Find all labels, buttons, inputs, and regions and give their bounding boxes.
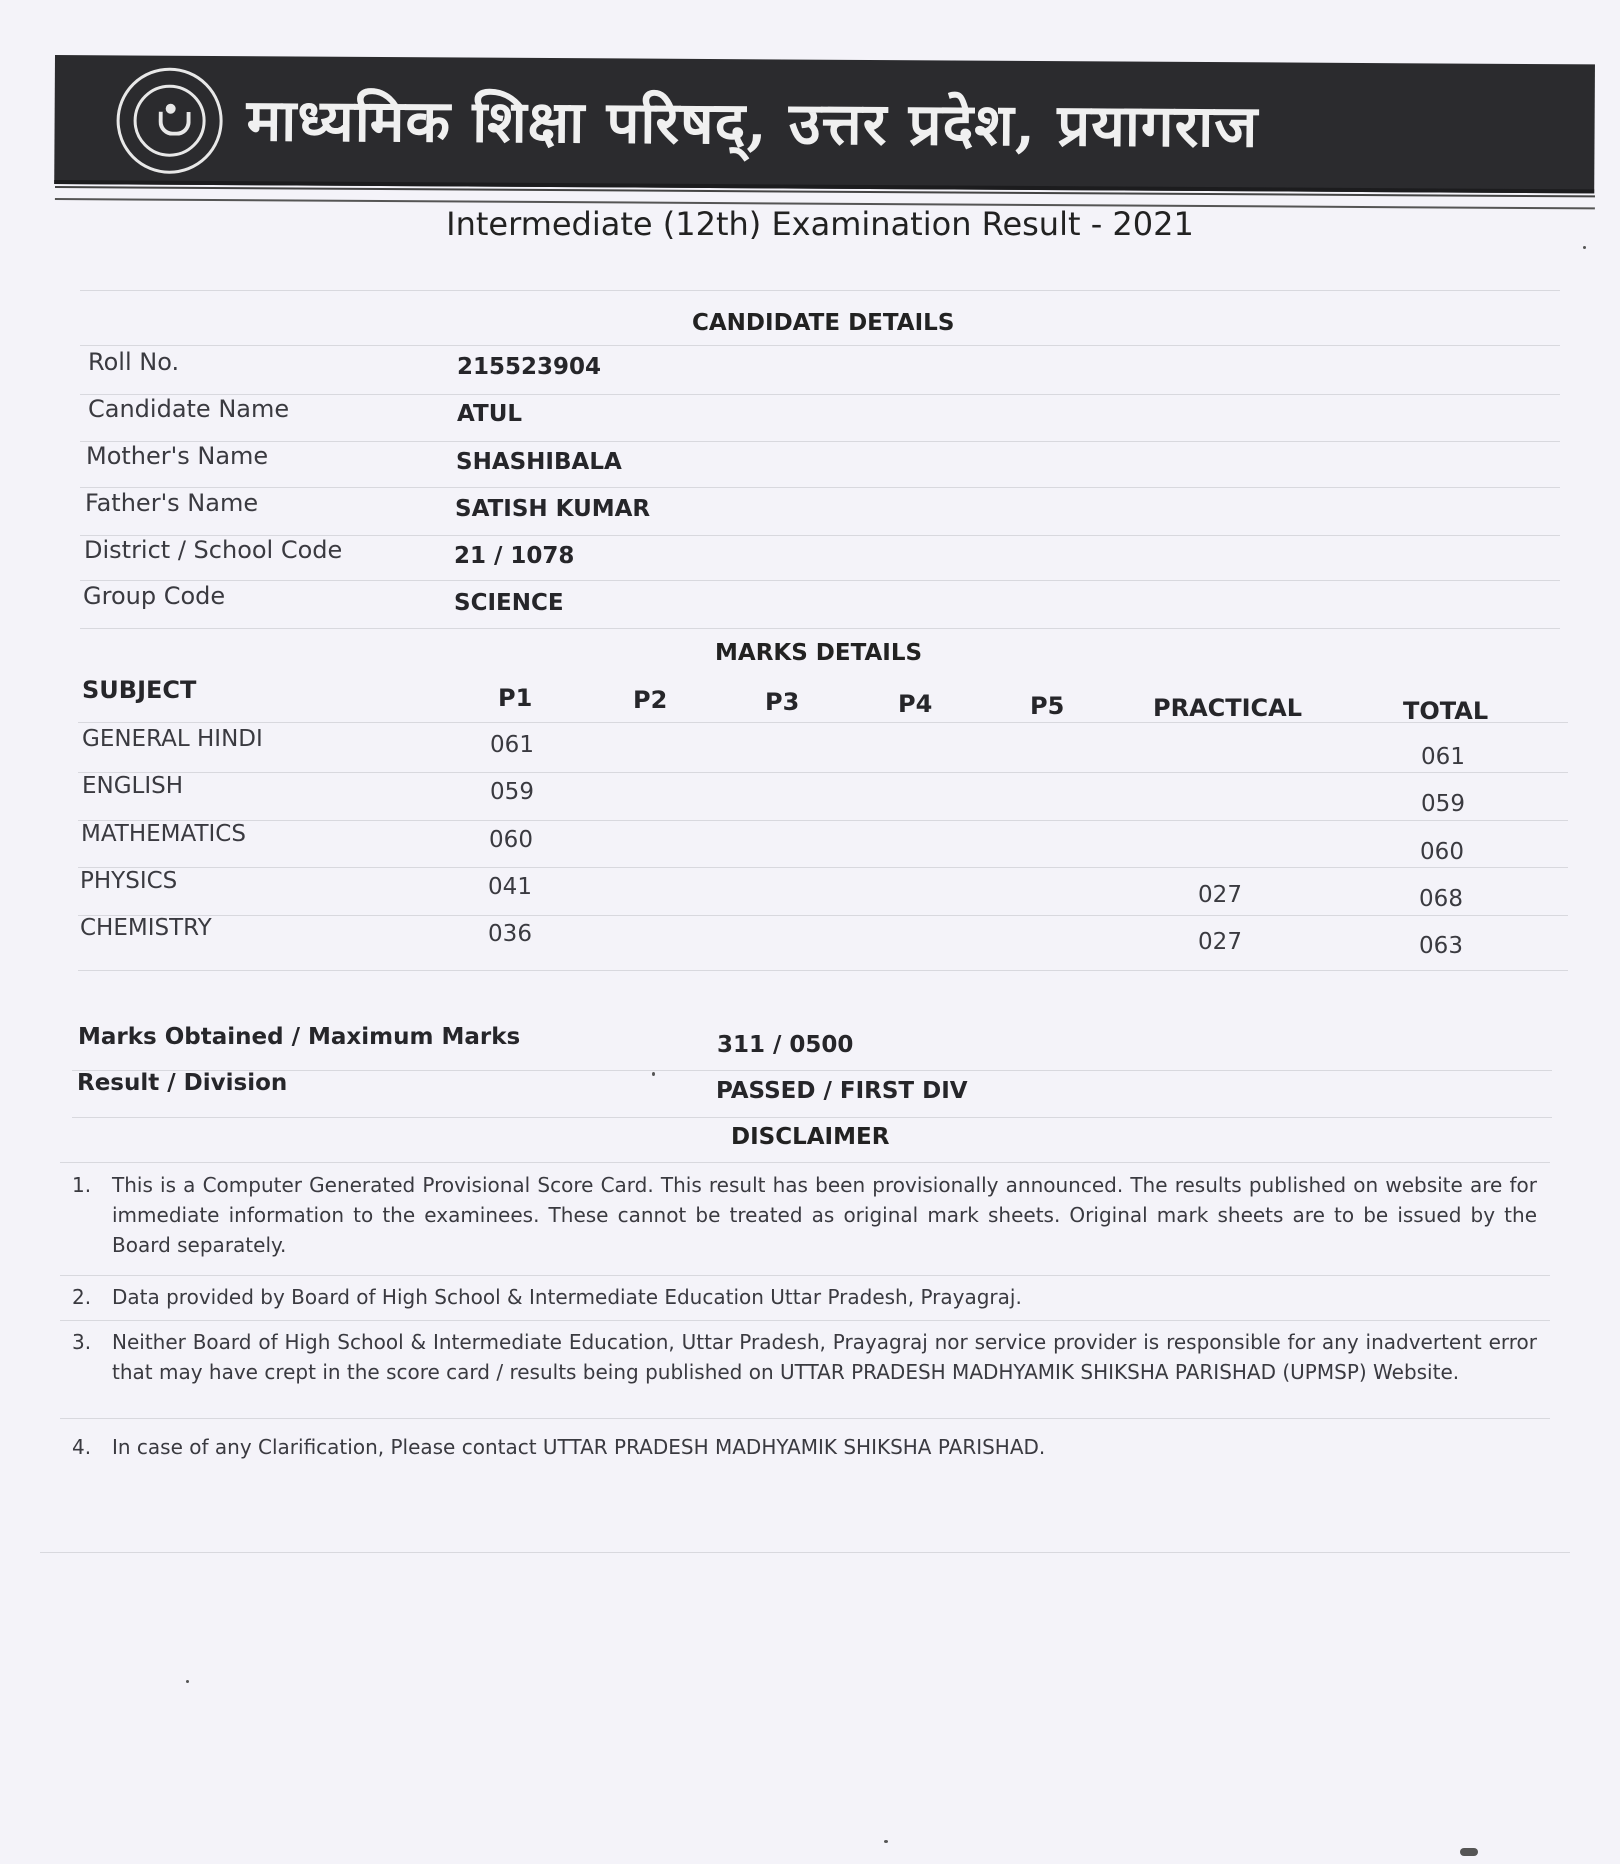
group-code: SCIENCE: [454, 590, 564, 616]
scan-speck: [652, 1072, 655, 1076]
total-mark: 060: [1420, 839, 1464, 865]
father-name: SATISH KUMAR: [455, 496, 651, 522]
col-total: TOTAL: [1403, 697, 1489, 725]
p1-mark: 061: [490, 732, 534, 758]
col-p5: P5: [1030, 692, 1065, 720]
subject-name: CHEMISTRY: [80, 915, 212, 941]
subject-name: MATHEMATICS: [81, 821, 246, 847]
field-label: Candidate Name: [88, 395, 290, 423]
board-name: माध्यमिक शिक्षा परिषद्, उत्तर प्रदेश, प्रयागराज: [246, 86, 1259, 161]
col-p1: P1: [498, 684, 533, 712]
scan-speck: [186, 1680, 189, 1683]
upmsp-seal-icon: [116, 67, 223, 174]
col-practical: PRACTICAL: [1153, 694, 1303, 722]
subject-name: GENERAL HINDI: [82, 726, 263, 752]
marks-obtained-value: 311 / 0500: [717, 1032, 854, 1058]
col-subject: SUBJECT: [82, 676, 197, 704]
marks-details-heading: MARKS DETAILS: [715, 640, 923, 666]
scan-speck: [884, 1840, 888, 1843]
list-item: 3. Neither Board of High School & Intermediate Education, Uttar Pradesh, Prayagraj nor service provider is responsible for any inadvertent error that may have crept in the score card / results being published on UTTAR PRADESH MADHYAMIK SHIKSHA PARISHAD (UPMSP) Website.: [72, 1330, 1537, 1384]
disclaimer-heading: DISCLAIMER: [731, 1124, 890, 1150]
list-item: 4. In case of any Clarification, Please contact UTTAR PRADESH MADHYAMIK SHIKSHA PARISHAD.: [72, 1435, 1046, 1459]
practical-mark: 027: [1198, 929, 1242, 955]
col-p3: P3: [765, 688, 800, 716]
district-school-code: 21 / 1078: [454, 543, 575, 569]
field-label: Father's Name: [85, 489, 259, 517]
mother-name: SHASHIBALA: [456, 449, 622, 475]
col-p2: P2: [633, 686, 668, 714]
subject-name: PHYSICS: [80, 868, 178, 894]
col-p4: P4: [898, 690, 933, 718]
subject-name: ENGLISH: [82, 773, 184, 799]
p1-mark: 059: [490, 779, 534, 805]
total-mark: 063: [1419, 933, 1463, 959]
p1-mark: 036: [488, 921, 532, 947]
scan-speck: [1460, 1848, 1478, 1856]
total-mark: 059: [1421, 791, 1465, 817]
practical-mark: 027: [1198, 882, 1242, 908]
field-label: District / School Code: [84, 536, 343, 564]
candidate-details-heading: CANDIDATE DETAILS: [692, 310, 955, 336]
total-mark: 061: [1421, 744, 1465, 770]
exam-title: Intermediate (12th) Examination Result - 2021: [446, 205, 1194, 243]
result-division-label: Result / Division: [77, 1070, 288, 1096]
total-mark: 068: [1419, 886, 1463, 912]
result-division-value: PASSED / FIRST DIV: [716, 1078, 968, 1104]
field-label: Roll No.: [88, 348, 180, 376]
roll-number: 215523904: [457, 354, 602, 380]
header-banner: [54, 55, 1595, 193]
field-label: Group Code: [83, 582, 226, 610]
p1-mark: 060: [489, 827, 533, 853]
scan-speck: [1583, 246, 1586, 249]
marks-obtained-label: Marks Obtained / Maximum Marks: [78, 1024, 521, 1050]
p1-mark: 041: [488, 874, 532, 900]
list-item: 1. This is a Computer Generated Provisional Score Card. This result has been provisionally announced. The results published on website are for immediate information to the examinees. These cannot be treated as original mark sheets. Original mark sheets are to be issued by the Board separately.: [72, 1173, 1537, 1257]
list-item: 2. Data provided by Board of High School & Intermediate Education Uttar Pradesh, Prayagraj.: [72, 1285, 1022, 1309]
field-label: Mother's Name: [86, 442, 269, 470]
candidate-name: ATUL: [457, 401, 523, 427]
